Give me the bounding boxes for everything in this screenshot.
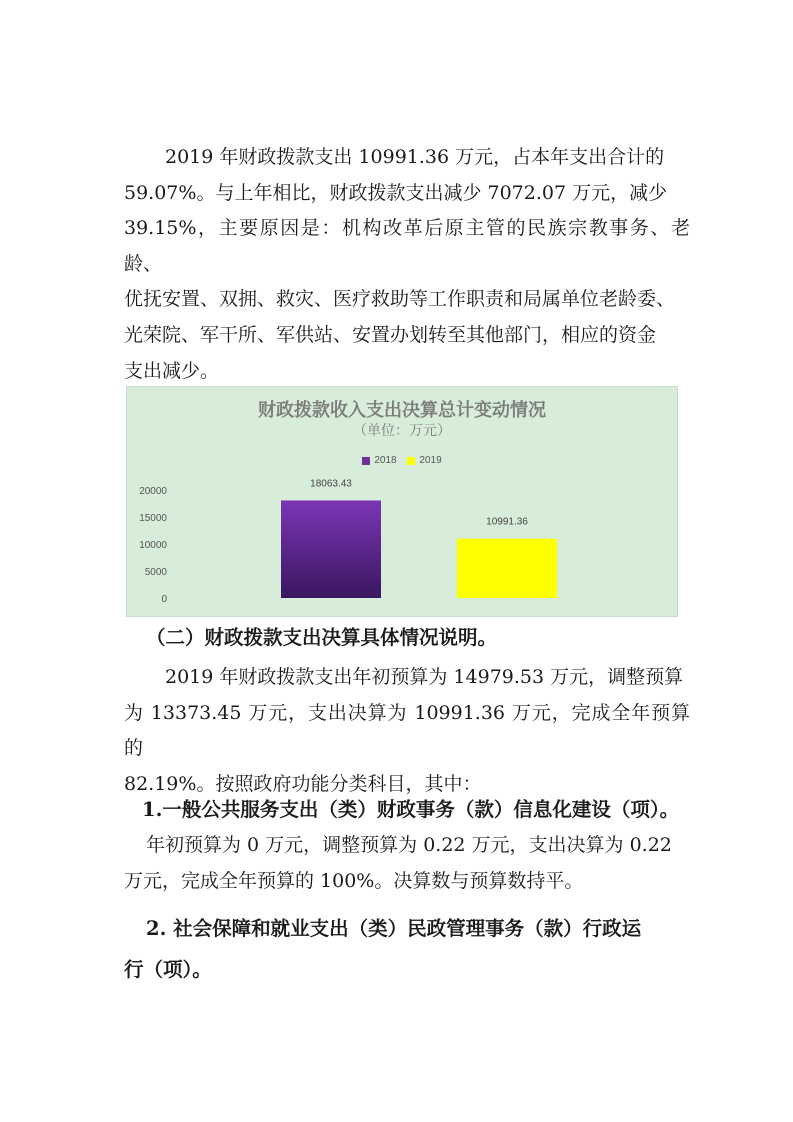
- paragraph-expenditure-summary: [124, 140, 690, 389]
- item-heading-2: [124, 908, 690, 990]
- heading-line: 行（项）。: [124, 958, 212, 981]
- bar-2018: [281, 500, 381, 598]
- text-line: 2019 年财政拨款支出年初预算为 14979.53 万元，调整预算: [165, 666, 684, 688]
- text-line: 82.19%。按照政府功能分类科目，其中：: [124, 772, 482, 795]
- section-heading-2: （二）财政拨款支出决算具体情况说明。: [146, 626, 498, 649]
- y-tick-label: 5000: [144, 567, 167, 578]
- text-line: 光荣院、军干所、军供站、安置办划转至其他部门，相应的资金: [124, 323, 657, 346]
- bar-2019: [457, 539, 557, 598]
- y-tick-label: 0: [161, 594, 167, 605]
- legend-label: 2018: [374, 455, 397, 466]
- legend-label: 2019: [419, 455, 442, 466]
- text-line: 59.07%。与上年相比，财政拨款支出减少 7072.07 万元，减少: [124, 181, 668, 204]
- chart-title: 财政拨款收入支出决算总计变动情况: [258, 400, 546, 421]
- y-tick-label: 15000: [139, 513, 167, 524]
- chart-plot: [127, 387, 677, 616]
- paragraph-budget-details: [124, 660, 690, 802]
- text-line: 万元，完成全年预算的 100%。决算数与预算数持平。: [124, 869, 584, 892]
- text-line: 39.15%，主要原因是：机构改革后原主管的民族宗教事务、老龄、: [124, 217, 690, 275]
- text-line: 优抚安置、双拥、救灾、医疗救助等工作职责和局属单位老龄委、: [124, 288, 676, 311]
- data-label-2019: 10991.36: [486, 516, 528, 528]
- y-tick-label: 20000: [139, 486, 167, 497]
- text-line: 年初预算为 0 万元，调整预算为 0.22 万元，支出决算为 0.22: [146, 834, 672, 856]
- chart-subtitle: （单位：万元）: [353, 423, 451, 439]
- expenditure-bar-chart: [126, 386, 678, 617]
- text-line: 支出减少。: [124, 359, 220, 382]
- text-line: 为 13373.45 万元，支出决算为 10991.36 万元，完成全年预算的: [124, 701, 690, 760]
- paragraph-item-1-details: [124, 828, 690, 899]
- y-tick-label: 10000: [139, 540, 167, 551]
- item-heading-1: 1.一般公共服务支出（类）财政事务（款）信息化建设（项）。: [142, 798, 680, 821]
- text-line: 2019 年财政拨款支出 10991.36 万元，占本年支出合计的: [165, 146, 665, 168]
- heading-line: 2. 社会保障和就业支出（类）民政管理事务（款）行政运: [146, 917, 642, 940]
- data-label-2018: 18063.43: [310, 478, 352, 490]
